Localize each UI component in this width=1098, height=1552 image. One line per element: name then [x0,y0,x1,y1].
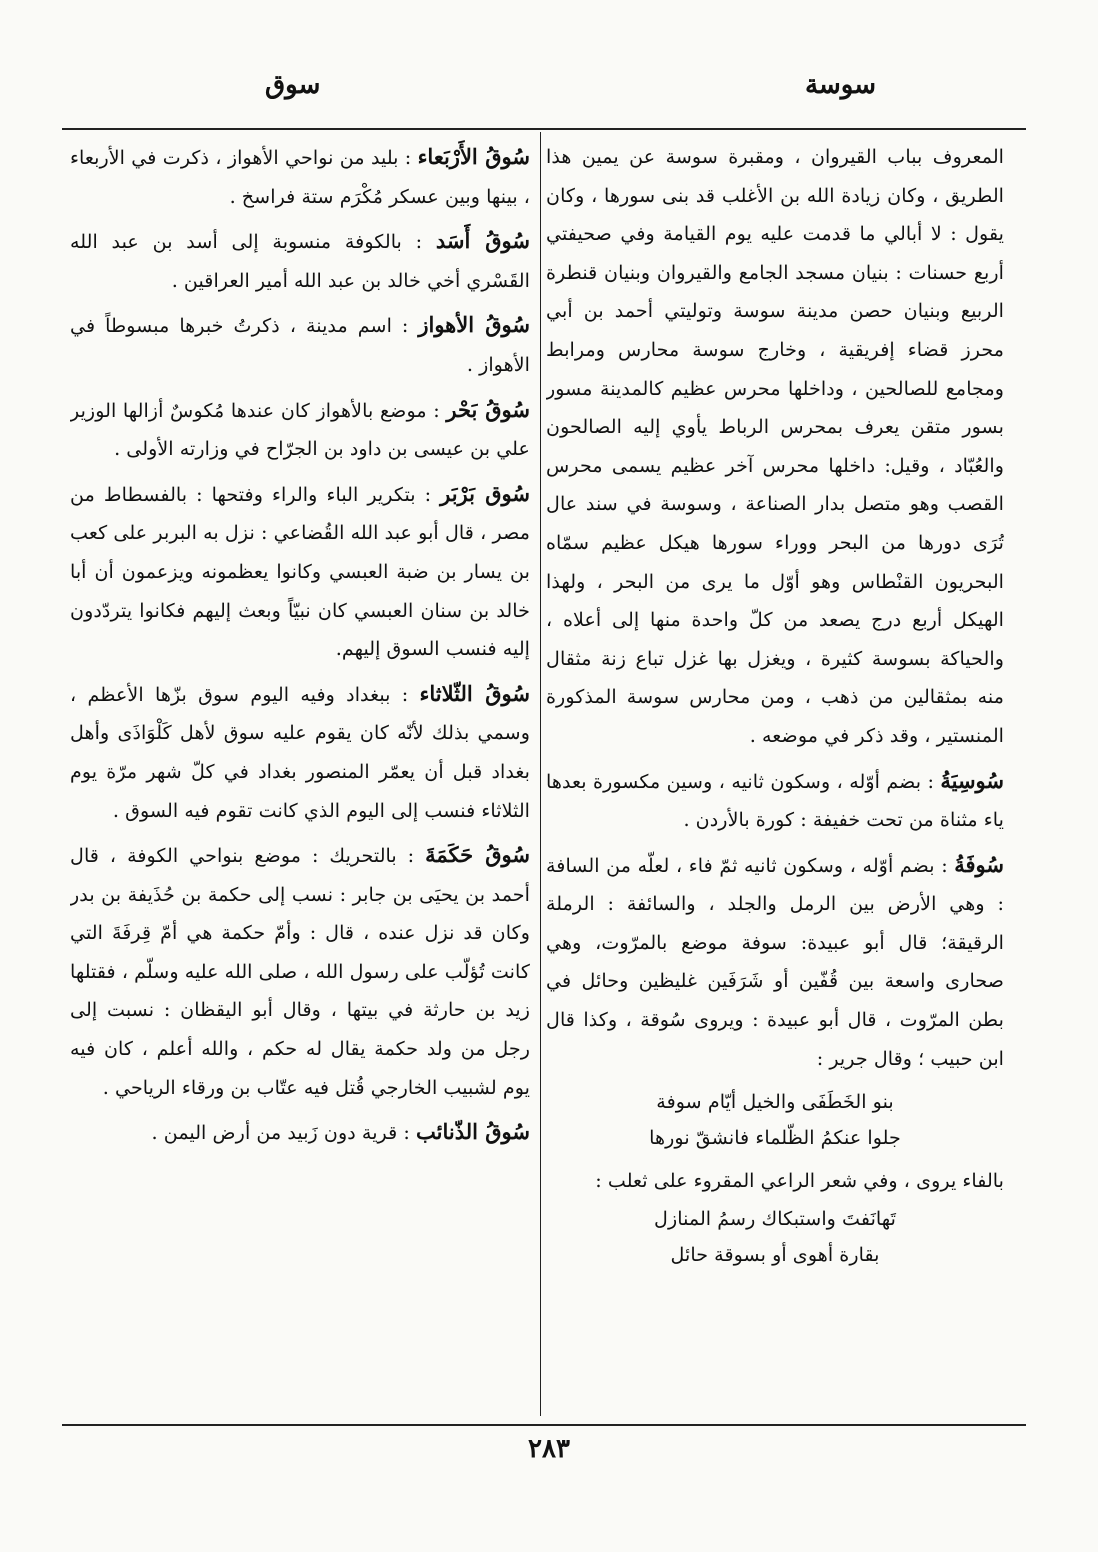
entry-paragraph [70,836,530,1107]
verse-line: بقارة أهوى أو بسوقة حائل [670,1242,880,1266]
entry-term: سُوقُ الثّلاثاء [419,680,530,706]
verse-line: بنو الخَطَفَى والخيل أيّام سوفة [656,1090,894,1114]
running-head-right: سوسة [805,70,876,100]
entry-paragraph [70,1113,530,1153]
running-head-left: سوق [265,70,321,100]
entry-term: سُوقُ بَحْر [446,396,530,422]
bottom-rule [62,1424,1026,1426]
entry-paragraph [70,306,530,384]
entry-term: سُوق بَرْبَر [440,480,530,506]
page-number: ٢٨٣ [528,1434,570,1464]
entry-text: : بتكرير الباء والراء وفتحها : بالفسطاط من مصر ، قال أبو عبد الله القُضاعي : نزل به البربر على كعب بن يسار بن ضبة العبسي وكانوا يعظمونه ويزعمون أن أبا خالد بن سنان العبسي كان نبيّاً وبعث إليهم فكانوا يتردّدون إليه فنسب السوق إليهم. [70,482,530,661]
entry-term: سُوقُ الأهواز [418,312,530,338]
entry-term: سُوقُ حَكَمَةَ [425,842,530,868]
entry-paragraph [70,222,530,300]
verse-line: جلوا عنكمُ الظّلماء فانشقّ نورها [649,1126,901,1150]
entry-text: : بليد من نواحي الأهواز ، ذكرت في الأربعاء ، بينها وبين عسكر مُكْرَم ستة فراسخ . [70,146,530,208]
entry-term: سُوسِيَةُ [940,767,1004,793]
entry-sufa [546,846,1004,1079]
right-column [546,138,1004,1418]
entry-text: : ببغداد وفيه اليوم سوق بزّها الأعظم ، وسمي بذلك لأنّه كان يقوم عليه سوق لأهل كَلْوَاذَى وأهل بغداد قبل أن يعمّر المنصور بغداد في كلّ شهر مرّة يوم الثلاثاء فنسب إلى اليوم الذي كانت تقوم فيه السوق . [70,682,530,822]
entry-text: : اسم مدينة ، ذكرتُ خبرها مبسوطاً في الأهواز . [70,314,530,376]
entry-term: سُوقُ الذّنائب [415,1119,530,1145]
verse-line: تَهانَفتَ واستبكاك رسمُ المنازل [654,1206,896,1230]
right-column-after-verse: بالفاء يروى ، وفي شعر الراعي المقروء على ثعلب : [595,1169,1004,1193]
entry-text: : بضم أوّله ، وسكون ثانيه ثمّ فاء ، لعلّه من السافة : وهي الأرض بين الرمل والجلد ، والسائفة : الرملة الرقيقة؛ قال أبو عبيدة: سوفة موضع بالمرّوت، وهي صحارى واسعة بين قُفّين أو شَرَفَين غليظين وحائل في بطن المرّوت ، قال أبو عبيدة : ويروى سُوقة ، وكذا قال ابن حبيب ؛ وقال جرير : [546,853,1004,1070]
entry-term: سُوقُ الأَرْبَعاء [417,144,530,169]
entry-text: : بالتحريك : موضع بنواحي الكوفة ، قال أحمد بن يحيَى بن جابر : نسب إلى حكمة بن حُذَيفة بن بدر وكان قد نزل عنده ، قال : وأمّ حكمة هي أمّ قِرفَةَ التي كانت تُؤلّب على رسول الله ، صلى الله عليه وسلّم ، فقتلها زيد بن حارثة في بيتها ، وقال أبو اليقظان : نسبت إلى رجل من ولد حكمة يقال له حكم ، والله أعلم ، كان فيه يوم لشبيب الخارجي قُتل فيه عتّاب بن ورقاء الرياحي . [70,844,530,1099]
entry-text: : قرية دون زَبيد من أرض اليمن . [151,1121,416,1145]
entry-term: سُوفَةُ [954,851,1004,877]
right-column-intro: المعروف بباب القيروان ، ومقبرة سوسة عن يمين هذا الطريق ، وكان زيادة الله بن الأغلب قد بنى سورها ، وكان يقول : لا أبالي ما قدمت عليه يوم القيامة وفي صحيفتي أربع حسنات : بنيان مسجد الجامع والقيروان وبنيان قنطرة الربيع وبنيان حصن مدينة سوسة وتوليتي أحمد بن أبي محرز قضاء إفريقية ، وخارج سوسة محارس ومرابط ومجامع للصالحين ، وداخلها محرس عظيم كالمدينة مسور بسور متقن يعرف بمحرس الرباط يأوي إليه الصالحون والعُبّاد ، وقيل: داخلها محرس آخر عظيم يسمى محرس القصب وهو متصل بدار الصناعة ، وسوسة في سند عال تُرَى دورها من البحر ووراء سورها هيكل عظيم سمّاه البحريون القنْطاس وهو أوّل ما يرى من البحر ، ولهذا الهيكل أربع درج يصعد من كلّ واحدة منها إلى أعلاه ، والحياكة بسوسة كثيرة ، ويغزل بها غزل تباع زنة مثقال منه بمثقالين من ذهب ، ومن محارس سوسة المذكورة المنستير ، وقد ذكر في موضعه . [546,145,1004,747]
entry-paragraph [70,475,530,669]
entry-text: : موضع بالأهواز كان عندها مُكوسٌ أزالها الوزير علي بن عيسى بن داود بن الجرّاح في وزارته الأولى . [70,398,530,461]
entry-paragraph [70,391,530,469]
entry-text: : بالكوفة منسوبة إلى أسد بن عبد الله القَسْري أخي خالد بن عبد الله أمير العراقين . [70,230,530,292]
entry-term: سُوقُ أَسَد [435,228,530,254]
top-rule [62,128,1026,130]
entry-paragraph [70,138,530,216]
entry-text: : بضم أوّله ، وسكون ثانيه ، وسين مكسورة بعدها ياء مثناة من تحت خفيفة : كورة بالأردن . [546,769,1004,832]
entry-susiya [546,762,1004,840]
column-divider [540,132,541,1416]
entry-paragraph [70,675,530,830]
left-column [70,138,530,1418]
